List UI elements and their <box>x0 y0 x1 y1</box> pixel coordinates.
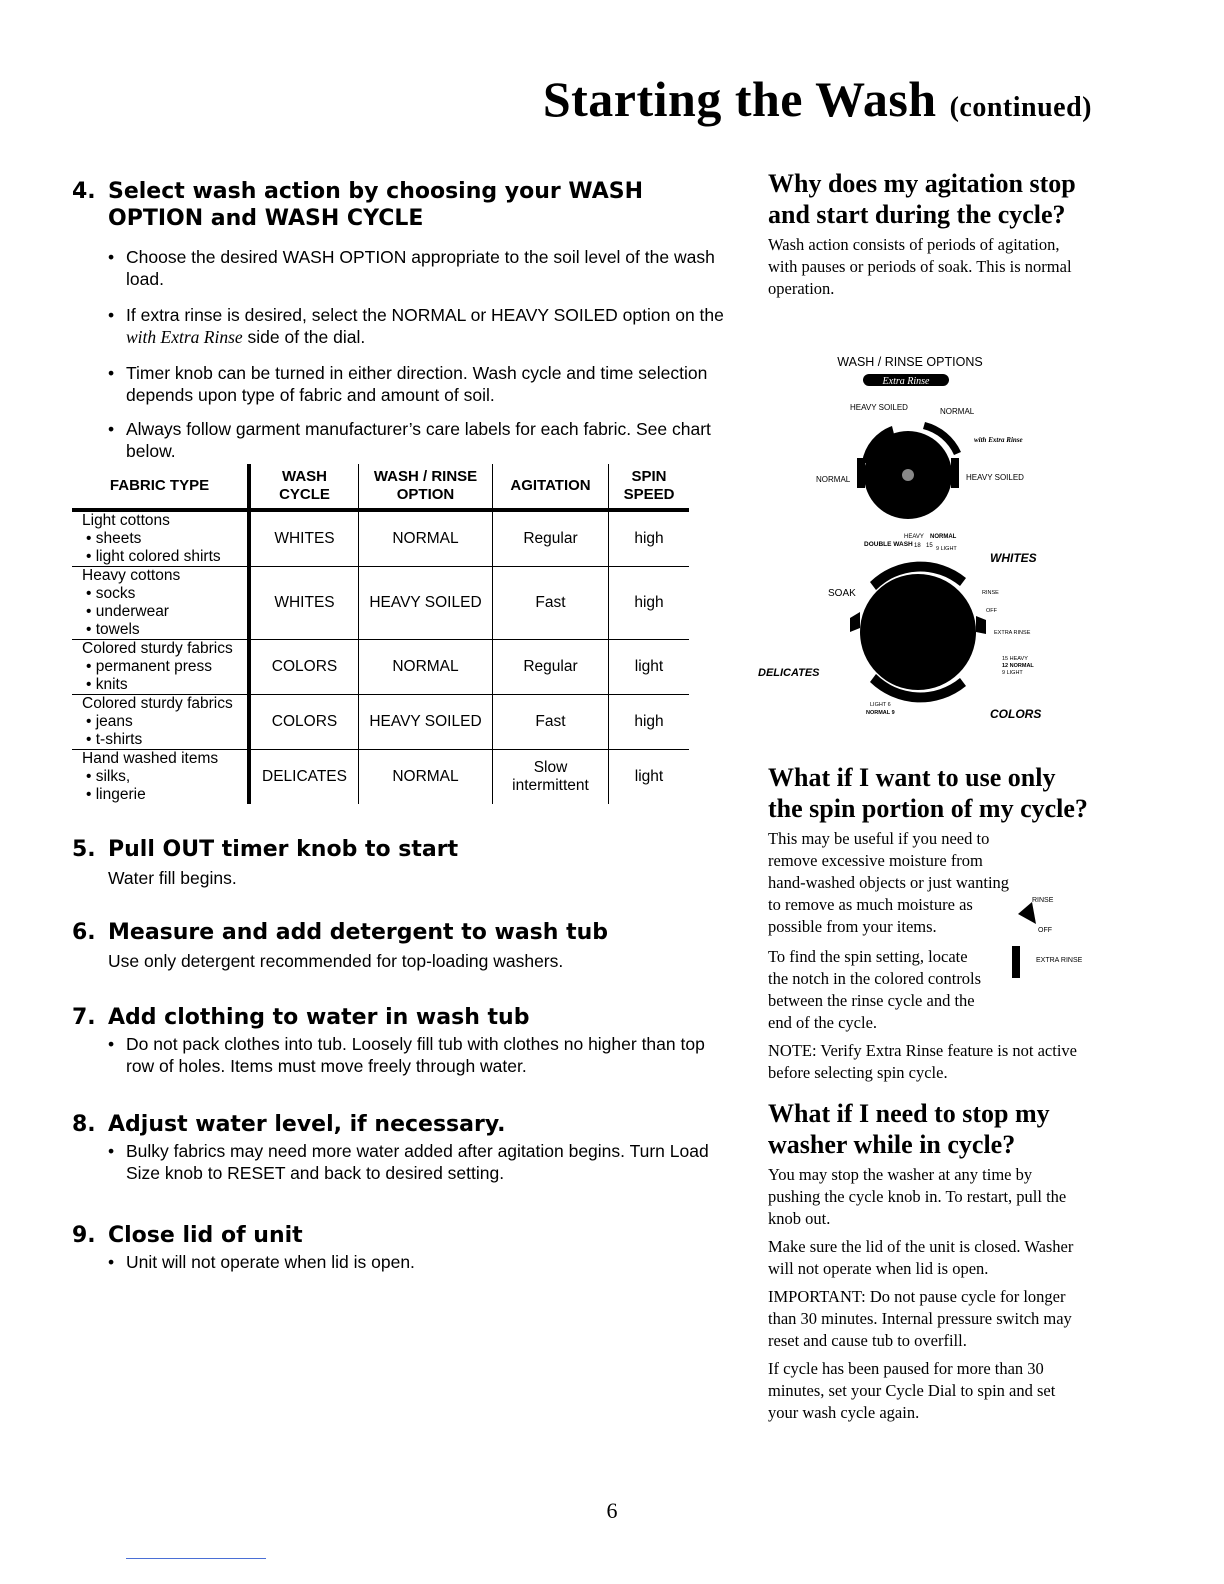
dial-heavy-soiled-right: HEAVY SOILED <box>966 473 1024 482</box>
cycle-light-6: LIGHT 6 <box>870 702 891 708</box>
cycle-15: 15 <box>926 543 933 549</box>
cycle-rinse: RINSE <box>982 590 999 596</box>
step-9-bullet-1: • Unit will not operate when lid is open. <box>108 1251 752 1273</box>
spin-speed-cell: light <box>609 750 690 805</box>
spin-diagram-rinse: RINSE <box>1032 897 1054 904</box>
spin-speed-cell: high <box>609 695 690 750</box>
agitation-cell: Regular <box>493 510 609 567</box>
dial-normal-left: NORMAL <box>816 475 851 484</box>
wash-cycle-cell: DELICATES <box>249 750 359 805</box>
step-6-text: Use only detergent recommended for top-loading washers. <box>108 951 564 971</box>
cycle-12-normal: 12 NORMAL <box>1002 663 1034 669</box>
faq-stop-answer-1: You may stop the washer at any time by pushing the cycle knob in. To restart, pull the knob out. <box>768 1165 1067 1228</box>
header-spin-speed: SPIN SPEED <box>609 464 690 510</box>
cycle-left-marker <box>850 612 860 632</box>
cycle-9-light-b: 9 LIGHT <box>1002 670 1023 676</box>
spin-diagram-rinse-mark <box>1018 902 1036 924</box>
cycle-delicates: DELICATES <box>758 667 820 679</box>
footer-rule <box>126 1558 266 1559</box>
faq-spin-question: What if I want to use only the spin portion of my cycle? <box>768 763 1088 823</box>
cycle-off: OFF <box>986 608 997 614</box>
faq-agitation-question: Why does my agitation stop and start during the cycle? <box>768 169 1076 229</box>
cycle-double-wash: DOUBLE WASH <box>864 541 913 548</box>
faq-column <box>758 168 1088 1424</box>
fabric-type-cell: Colored sturdy fabrics • jeans • t-shirts <box>72 695 249 750</box>
step-7-heading: 7. Add clothing to water in wash tub <box>72 1005 530 1030</box>
spin-diagram-off: OFF <box>1038 927 1052 934</box>
fabric-type-cell: Colored sturdy fabrics • permanent press • knits <box>72 640 249 695</box>
cycle-15-heavy: 15 HEAVY <box>1002 656 1028 662</box>
extra-rinse-band-label: Extra Rinse <box>882 376 930 387</box>
step-4-bullet-3: • Timer knob can be turned in either direction. Wash cycle and time selection depends upon type of fabric and amount of soil. <box>108 362 752 406</box>
step-8-bullet-1: • Bulky fabrics may need more water added after agitation begins. Turn Load Size knob to RESET and back to desired setting. <box>108 1140 746 1184</box>
step-9-heading: 9. Close lid of unit <box>72 1223 303 1248</box>
header-wash-cycle: WASH CYCLE <box>249 464 359 510</box>
fabric-type-cell: Hand washed items • silks, • lingerie <box>82 750 219 803</box>
dial-title: WASH / RINSE OPTIONS <box>837 355 983 369</box>
wash-option-cell: NORMAL <box>359 640 493 695</box>
cycle-18: 18 <box>914 543 921 549</box>
agitation-cell: Fast <box>493 695 609 750</box>
step-6-heading: 6. Measure and add detergent to wash tub <box>72 920 609 945</box>
instructions-column <box>72 178 752 1273</box>
fabric-type-cell: Light cottons • sheets • light colored shirts <box>72 510 249 567</box>
header-wash-rinse-option: WASH / RINSE OPTION <box>359 464 493 510</box>
faq-agitation-answer: Wash action consists of periods of agitation, with pauses or periods of soak. This is normal operation. <box>768 235 1072 298</box>
table-row <box>72 640 689 695</box>
dial-left-tab <box>857 458 865 488</box>
wash-option-cell: HEAVY SOILED <box>359 695 493 750</box>
spin-diagram-extra-rinse: EXTRA RINSE <box>1036 957 1083 964</box>
faq-spin-answer-1: This may be useful if you need to remove excessive moisture from hand-washed objects or just wanting to remove as much moisture as possible from your items. <box>768 829 1010 936</box>
dial-normal-top: NORMAL <box>940 407 975 416</box>
page-number: 6 <box>606 1498 618 1523</box>
step-4-bullets <box>72 246 752 462</box>
step-4-bullet-4: • Always follow garment manufacturer’s care labels for each fabric. See chart below. <box>108 418 752 462</box>
faq-spin-note: NOTE: Verify Extra Rinse feature is not active before selecting spin cycle. <box>768 1041 1077 1082</box>
faq-stop-answer-3: IMPORTANT: Do not pause cycle for longer than 30 minutes. Internal pressure switch may reset and cause tub to overfill. <box>768 1287 1072 1350</box>
wash-option-cell: NORMAL <box>359 750 493 805</box>
cycle-normal: NORMAL <box>930 534 957 540</box>
title-suffix: (continued) <box>949 92 1092 123</box>
faq-stop-answer-4: If cycle has been paused for more than 30 minutes, set your Cycle Dial to spin and set your wash cycle again. <box>768 1359 1056 1422</box>
cycle-extra-rinse: EXTRA RINSE <box>994 630 1031 636</box>
dial-center <box>902 469 914 481</box>
wash-cycle-cell: COLORS <box>249 640 359 695</box>
agitation-cell: Regular <box>493 640 609 695</box>
step-4-heading: 4. Select wash action by choosing your WASH OPTION and WASH CYCLE <box>72 179 643 231</box>
wash-cycle-cell: COLORS <box>249 695 359 750</box>
cycle-heavy: HEAVY <box>904 534 924 540</box>
faq-stop-question: What if I need to stop my washer while in cycle? <box>768 1099 1050 1159</box>
table-row <box>72 695 689 750</box>
spin-speed-cell: high <box>609 567 690 640</box>
faq-stop-answer-2: Make sure the lid of the unit is closed. Washer will not operate when lid is open. <box>768 1237 1074 1278</box>
fabric-chart-header <box>72 464 689 510</box>
cycle-dial-diagram <box>758 524 1098 724</box>
faq-spin-answer-2: To find the spin setting, locate the notch in the colored controls between the rinse cycle and the end of the cycle. <box>768 947 982 1032</box>
step-7-bullet-1: • Do not pack clothes into tub. Loosely fill tub with clothes no higher than top row of holes. Items must move freely through water. <box>108 1033 726 1077</box>
wash-cycle-cell: WHITES <box>249 567 359 640</box>
dial-heavy-soiled-top: HEAVY SOILED <box>850 403 908 412</box>
wash-rinse-options-dial <box>760 350 1090 520</box>
cycle-normal-9: NORMAL 9 <box>866 710 895 716</box>
page-title: Starting the Wash (continued) <box>542 71 1092 127</box>
spin-setting-diagram <box>1008 896 1098 1006</box>
cycle-9-light: 9 LIGHT <box>936 546 957 552</box>
table-row <box>72 750 689 805</box>
header-fabric-type: FABRIC TYPE <box>72 464 249 510</box>
step-8-bullets <box>72 1140 752 1184</box>
step-4-bullet-2: • If extra rinse is desired, select the NORMAL or HEAVY SOILED option on the with Extra Rinse side of the dial. <box>108 304 752 348</box>
step-4-bullet-1: • Choose the desired WASH OPTION appropriate to the soil level of the wash load. <box>108 246 752 290</box>
step-8-heading: 8. Adjust water level, if necessary. <box>72 1112 506 1137</box>
table-row <box>72 510 689 567</box>
cycle-whites: WHITES <box>990 551 1037 565</box>
table-row <box>72 567 689 640</box>
agitation-cell: Slow intermittent <box>493 750 609 805</box>
dial-right-tab <box>951 458 959 488</box>
fabric-chart <box>72 464 689 804</box>
cycle-soak: SOAK <box>828 588 856 599</box>
cycle-colors: COLORS <box>990 707 1042 721</box>
spin-speed-cell: light <box>609 640 690 695</box>
spin-speed-cell: high <box>609 510 690 567</box>
step-9-bullets <box>72 1251 752 1273</box>
fabric-type-cell: Heavy cottons • socks • underwear • towels <box>72 567 249 640</box>
dial-with-extra-rinse: with Extra Rinse <box>974 436 1023 444</box>
cycle-right-marker <box>976 616 986 634</box>
agitation-cell: Fast <box>493 567 609 640</box>
wash-option-cell: NORMAL <box>359 510 493 567</box>
step-5-text: Water fill begins. <box>108 868 237 888</box>
cycle-dial-knob <box>860 574 976 690</box>
step-5-heading: 5. Pull OUT timer knob to start <box>72 837 459 862</box>
spin-diagram-extra-rinse-mark <box>1012 946 1020 978</box>
step-7-bullets <box>72 1033 752 1077</box>
wash-cycle-cell: WHITES <box>249 510 359 567</box>
header-agitation: AGITATION <box>493 464 609 510</box>
faq-spin-block <box>768 828 1088 1084</box>
wash-option-cell: HEAVY SOILED <box>359 567 493 640</box>
